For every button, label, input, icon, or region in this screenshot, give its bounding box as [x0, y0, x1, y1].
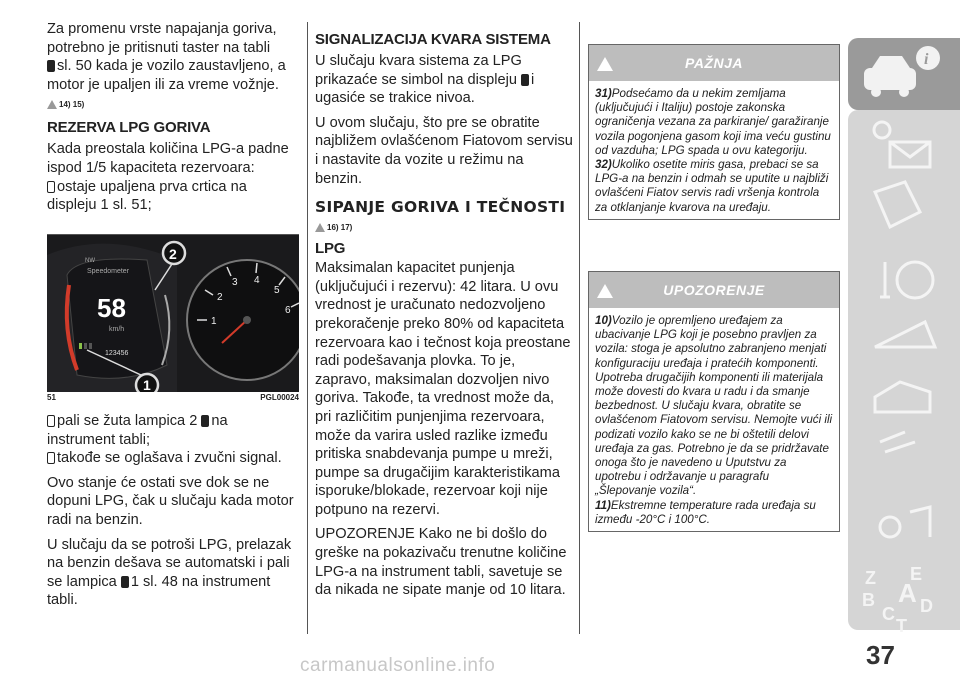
- lpg-fault-icon: [521, 74, 529, 86]
- svg-text:6: 6: [285, 305, 291, 316]
- envelope-icon: [890, 142, 930, 167]
- warning-triangle-icon: [597, 57, 613, 71]
- chapter-tab-active[interactable]: [848, 38, 960, 110]
- bullet-display: ostaje upaljena prva crtica na displeju 1 sl. 51;: [47, 178, 247, 214]
- car-crash-icon: [875, 382, 930, 412]
- cluster-image: [47, 235, 299, 392]
- warning-triangle-icon: [47, 100, 57, 109]
- warning-triangle-icon: [315, 223, 325, 232]
- reference-note: 16) 17): [315, 223, 573, 232]
- middle-column: [315, 0, 573, 600]
- svg-text:1: 1: [211, 316, 217, 327]
- paragraph-capacity: Maksimalan kapacitet punjenja (uključujući i rezervu): 42 litara. U ovu vrednost je uračunato nedozvoljeno prekoračenje preko 80% od kapaciteta rezervoara kao i tečnost koja preostane radi podešavanja plovka. To je, zapravo, maksimalan dozvoljen nivo goriva. Takođe, ta vrednost može da, pri različitim punjenjima rezervoara, može da varira usled razlike između pritiska snabdevanja pumpe u mreži, pumpe sa drugačijim karakteristikama isporuke/blokade, rezervoar koji nije potpuno na rezervi.: [315, 260, 571, 518]
- callout-1: 1: [143, 377, 151, 392]
- svg-text:4: 4: [254, 275, 260, 286]
- left-column-lower: [47, 412, 299, 610]
- svg-text:km/h: km/h: [109, 326, 125, 333]
- car-info-icon: [848, 38, 960, 110]
- paragraph-switchover: U slučaju da se potroši LPG, prelazak na benzin dešava se automatski i pali se lampica 1 sl. 48 na instrument tabli.: [47, 536, 292, 609]
- left-column: [47, 0, 299, 215]
- svg-text:C: C: [882, 604, 895, 624]
- lpg-level-bars: [79, 343, 92, 349]
- warning-header: UPOZORENJE: [589, 272, 839, 308]
- triangle-icon: [875, 322, 935, 347]
- fuel-lamp-icon: [121, 576, 129, 588]
- warning-body: 10)Vozilo je opremljeno uređajem za ubacivanje LPG koji je posebno pravljen za vozila: stoga je apsolutno zabranjeno menjati konfiguraciju uređaja i pratećih komponenti. Upotreba drugačijih komponenti ili materijala može dovesti do kvara u radu i da smanje bezbednost. U slučaju kvara, obratite se ovlašćenom Fiatovom servisu. Nemojte vući ili podizati vozilo kako se ne bi oštetili delovi uređaja za gas. Potrebno je da se pridržavate onoga što je navedeno u Uputstvu za upotrebu i održavanje u paragrafu „Šlepovanje vozila“. 11)Ekstremne temperature rada uređaja su između -20°C i 100°C.: [595, 314, 833, 526]
- speed-readout: 58: [97, 293, 126, 323]
- svg-text:E: E: [910, 564, 923, 584]
- svg-text:T: T: [896, 616, 907, 632]
- bullet-icon: [47, 181, 55, 193]
- warning-box: [588, 271, 840, 532]
- reference-note: 14) 15): [47, 100, 299, 109]
- bullet-icon: [47, 415, 55, 427]
- chapter-icons: [860, 112, 950, 632]
- svg-text:2: 2: [217, 292, 223, 303]
- svg-text:NW: NW: [85, 258, 95, 264]
- light-icon: [874, 122, 890, 138]
- column-divider: [307, 22, 308, 634]
- svg-text:i: i: [924, 51, 929, 68]
- callout-2: 2: [169, 246, 177, 262]
- lpg-lamp-icon: [201, 415, 209, 427]
- music-icon: [910, 507, 930, 537]
- svg-text:D: D: [920, 596, 933, 616]
- svg-text:Z: Z: [865, 568, 876, 588]
- mode-label: Speedometer: [87, 268, 130, 275]
- key-icon: [880, 262, 890, 297]
- page-number: 37: [866, 640, 895, 670]
- paragraph-warning: UPOZORENJE Kako ne bi došlo do greške na pokazivaču trenutne količine LPG-a na instrument tabli, savetuje se da nikada ne sipate manje od 10 litara.: [315, 526, 567, 599]
- figure-caption: 51 PGL00024: [47, 393, 299, 402]
- paragraph-switch: Za promenu vrste napajanja goriva, potrebno je pritisnuti taster na tabli sl. 50 kada je vozilo zaustavljeno, a motor je upaljen ili za vreme vožnje.: [47, 21, 286, 93]
- attention-box: [588, 44, 840, 220]
- svg-text:A: A: [898, 578, 917, 608]
- instrument-cluster-figure: [47, 234, 299, 392]
- paragraph-service: U ovom slučaju, što pre se obratite najbližem ovlašćenom Fiatovom servisu i nastavite da vozite u režimu na benzin.: [315, 114, 573, 187]
- bullet-sound: takođe se oglašava i zvučni signal.: [47, 449, 299, 468]
- steering-wheel-icon: [897, 262, 933, 298]
- attention-body: 31)Podsećamo da u nekim zemljama (uključujući i Italiju) postoje zakonska ograničenja vezana za parkiranje/ garažiranje vozila pogonjena gasom koji ima veću gustinu od vazduha; LPG spada u ovu kategoriju. 32)Ukoliko osetite miris gasa, prebaci se sa LPG-a na benzin i odmah se uputite u najbliži ovlašćeni Fiatov servis radi vršenja kontrola za otklanjanje kvarova na uređaju.: [595, 87, 831, 214]
- seatbelt-icon: [875, 182, 920, 227]
- warning-triangle-icon: [597, 284, 613, 298]
- watermark: carmanualsonline.info: [300, 655, 496, 676]
- heading-system-fault: SIGNALIZACIJA KVARA SISTEMA: [315, 31, 551, 48]
- settings-icon: [880, 517, 900, 537]
- fuel-pump-icon: [47, 60, 55, 72]
- svg-text:5: 5: [274, 285, 280, 296]
- attention-header: PAŽNJA: [589, 45, 839, 81]
- heading-reserve: REZERVA LPG GORIVA: [47, 119, 211, 137]
- svg-text:3: 3: [232, 277, 238, 288]
- svg-text:B: B: [862, 590, 875, 610]
- bullet-lamp: pali se žuta lampica 2 na instrument tabli;: [47, 413, 228, 448]
- odometer: 123456: [105, 350, 129, 357]
- column-divider: [579, 22, 580, 634]
- paragraph-reserve: Kada preostala količina LPG-a padne ispod 1/5 kapaciteta rezervoara:: [47, 141, 289, 176]
- heading-refuelling: SIPANJE GORIVA I TEČNOSTI: [315, 198, 566, 217]
- wrench-icon: [880, 432, 915, 452]
- paragraph-state: Ovo stanje će ostati sve dok se ne dopuni LPG, čak u slučaju kada motor radi na benzin.: [47, 474, 294, 528]
- heading-lpg: LPG: [315, 240, 346, 258]
- paragraph-fault: U slučaju kvara sistema za LPG prikazaće se simbol na displeju i ugasiće se trakice nivoa.: [315, 53, 535, 107]
- bullet-icon: [47, 452, 55, 464]
